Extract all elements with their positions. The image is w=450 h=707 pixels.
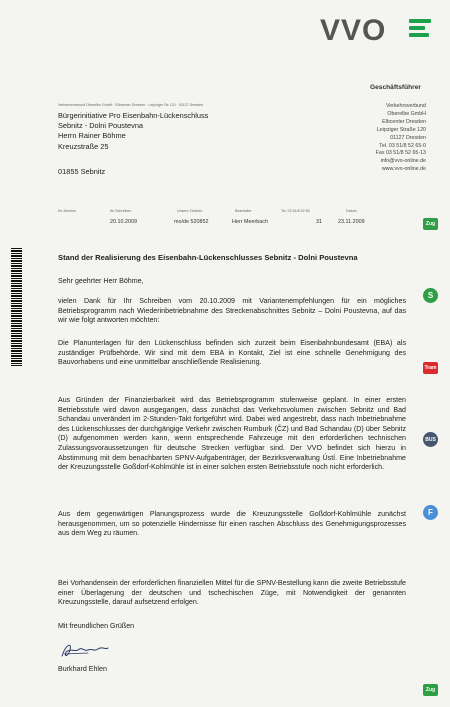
ferry-icon: F: [423, 505, 438, 520]
recipient-city: 01855 Sebnitz: [58, 167, 106, 176]
company-line: Leipziger Straße 120: [376, 126, 426, 133]
company-website: www.vvo-online.de: [381, 166, 426, 173]
ref-value-bearbeiter: Herr Meerbach: [232, 219, 268, 225]
company-line: Verkehrsverbund: [385, 103, 426, 109]
letter-subject: Stand der Realisierung des Eisenbahn-Lückenschlusses Sebnitz - Dolni Poustevna: [58, 253, 358, 262]
signer-name: Burkhard Ehlen: [58, 665, 107, 673]
s-bahn-icon: S: [423, 288, 438, 303]
letter-closing: Mit freundlichen Grüßen: [58, 622, 135, 630]
company-line: Fax 03 51/8 52 65-13: [375, 150, 426, 157]
ref-label-datum: Datum: [346, 209, 357, 213]
address-line: Sebnitz - Dolni Poustevna: [58, 121, 144, 131]
letter-paragraph: Die Planunterlagen für den Lückenschluss befinden sich zurzeit beim Eisenbahnbundesamt (EBA) als zuständiger Prüfbehörde. Wir sind mit dem EBA in Kontakt, Ziel ist eine schnelle Genehmigung des Bauvorhabens und eine unmittelbar anschließende Realisierung.: [58, 339, 406, 367]
train-icon-bottom: Zug: [423, 684, 438, 696]
address-line: Bürgerinitiative Pro Eisenbahn-Lückenschluss: [58, 111, 209, 120]
company-line: Oberelbe GmbH: [387, 110, 426, 117]
tram-icon: Tram: [423, 362, 438, 374]
bus-icon: BUS: [423, 432, 438, 447]
ref-label-ihr-zeichen: Ihr Zeichen: [58, 209, 76, 213]
letter-paragraph: Bei Vorhandensein der erforderlichen finanziellen Mittel für die SPNV-Bestellung kann die zweite Betriebsstufe einer Überlagerung der deutschen und tschechischen Züge, mit Notwendigkeit der genannten Kreuzungsstelle, darauf aufsetzend erfolgen.: [58, 579, 406, 607]
sender-return-line: Verkehrsverbund Oberelbe GmbH · Elbcenter Dresden · Leipziger Str 120 · 01127 Dresden: [58, 103, 204, 107]
department-title: Geschäftsführer: [370, 84, 421, 91]
address-line: Kreuzstraße 25: [58, 141, 109, 151]
handwritten-signature: [58, 638, 110, 664]
ref-label-bearbeiter: Bearbeiter: [235, 209, 252, 213]
company-line: Elbcenter Dresden: [382, 118, 426, 125]
company-email: info@vvo-online.de: [380, 158, 426, 165]
ref-value-unsere-zeichen: mo/de 520852: [174, 219, 209, 225]
ref-value-ihr-schreiben: 20.10.2009: [110, 219, 137, 225]
address-line: Herrn Rainer Böhme: [58, 131, 126, 141]
ref-value-datum: 23.11.2009: [338, 219, 365, 225]
letter-paragraph: Aus dem gegenwärtigen Planungsprozess wurde die Kreuzungsstelle Goßdorf-Kohlmühle zunächst herausgenommen, um so potenzielle Hindernisse für einen raschen Abschluss des Genehmigungsprozesses aus dem Weg zu räumen.: [58, 510, 406, 538]
letter-paragraph: vielen Dank für Ihr Schreiben vom 20.10.2009 mit Variantenempfehlungen für ein mögliches Betriebsprogramm nach Wiederinbetriebnahme des Streckenabschnittes Sebnitz – Dolni Poustevna, auf das wir wie folgt antworten möchten:: [58, 297, 406, 325]
logo-stripes-icon: [409, 19, 431, 41]
company-line: 01127 Dresden: [390, 134, 426, 141]
letter-salutation: Sehr geehrter Herr Böhme,: [58, 277, 144, 285]
recipient-address: [58, 111, 208, 152]
barcode: [11, 248, 22, 366]
company-line: Tel. 03 51/8 52 65-0: [379, 142, 426, 149]
ref-value-durchwahl: 31: [316, 219, 322, 225]
ref-label-unsere-zeichen: Unsere Zeichen: [177, 209, 203, 213]
ref-label-telefon: Tel. 03 51/8 52 65: [281, 209, 310, 213]
vvo-logo: VVO: [320, 14, 387, 47]
ref-label-ihr-schreiben: Ihr Schreiben: [110, 209, 132, 213]
train-icon: Zug: [423, 218, 438, 230]
company-address-block: [376, 103, 426, 174]
letter-paragraph: Aus Gründen der Finanzierbarkeit wird das Betriebsprogramm stufenweise geplant. In einer ersten Betriebsstufe wird davon ausgegangen, dass zunächst das Verkehrsvolumen zwischen Sebnitz und Bad Schandau unverändert im 2-Stunden-Takt fortgeführt wird. Dabei wird angestrebt, dass nach Inbetriebnahme des Lückenschlusses der durchgängige Verkehr zwischen Rumburk (ČZ) und Bad Schandau (D) über Sebnitz (D) aufgenommen werden kann, wenn entsprechende Fahrzeuge mit den erforderlichen technischen Zulassungsvoraussetzungen für deutsche Strecken verfügbar sind. Der VVO befindet sich hierzu in Abstimmung mit dem benachbarten SPNV-Aufgabenträger, der Bezirksverwaltung Ústí. Eine Inbetriebnahme der Kreuzungsstelle Goßdorf-Kohlmühle ist in einer solchen ersten Betriebsstufe noch nicht erforderlich.: [58, 396, 406, 472]
